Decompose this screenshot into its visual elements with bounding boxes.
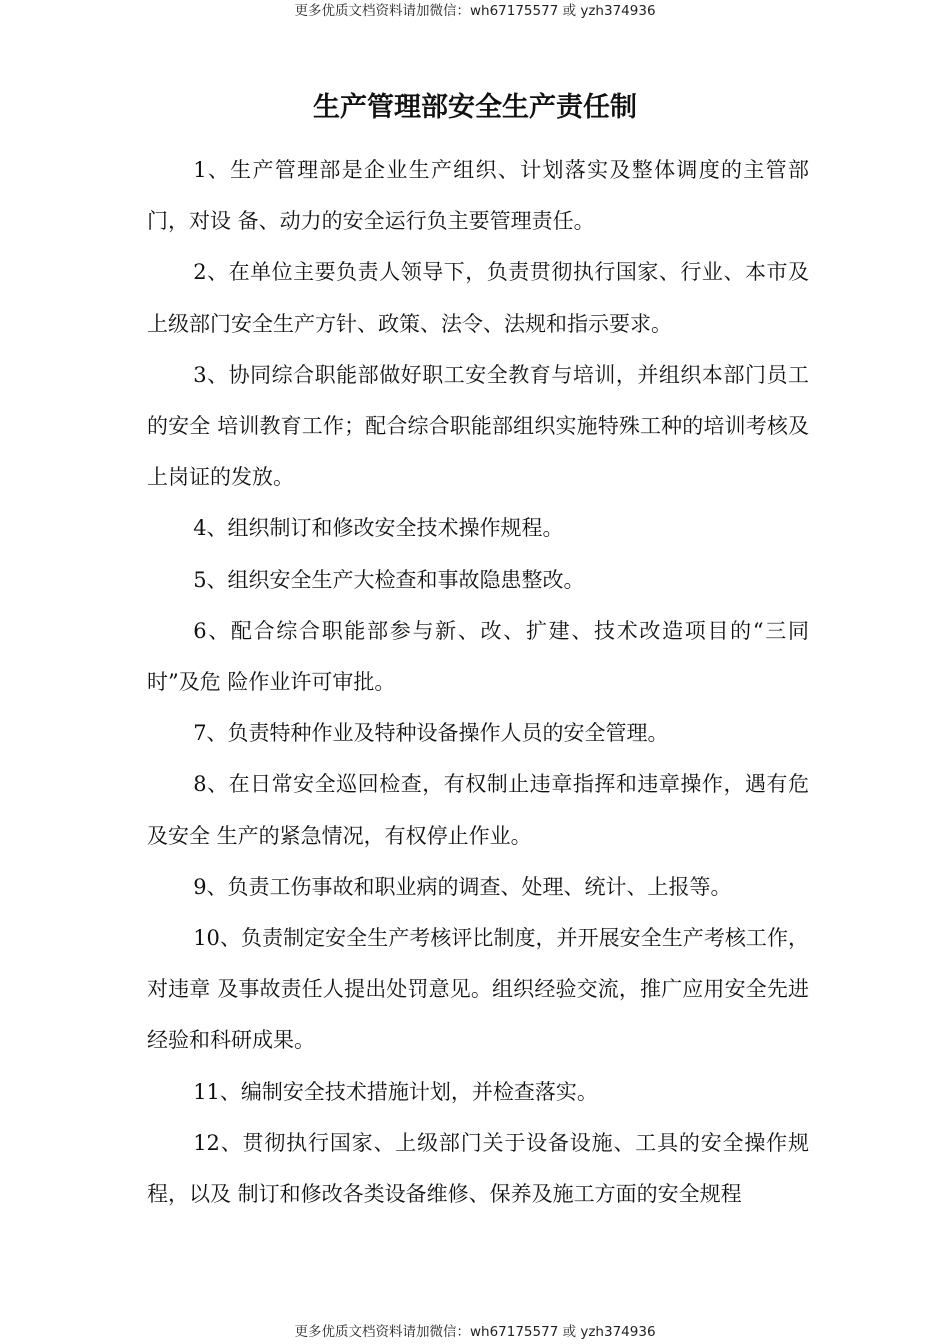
clause-11: 11、编制安全技术措施计划，并检查落实。 (193, 1079, 598, 1104)
clause-8: 8、在日常安全巡回检查，有权制止违章指挥和违章操作，遇有危及安全 生产的紧急情况，有权停止作业。 (147, 772, 809, 848)
clause-3: 3、协同综合职能部做好职工安全教育与培训，并组织本部门员工的安全 培训教育工作；配合综合职能部组织实施特殊工种的培训考核及上岗证的发放。 (147, 362, 809, 490)
clause-5: 5、组织安全生产大检查和事故隐患整改。 (193, 567, 585, 592)
clause-12: 12、贯彻执行国家、上级部门关于设备设施、工具的安全操作规程，以及 制订和修改各类设备维修、保养及施工方面的安全规程 (147, 1130, 809, 1207)
clause-7: 7、负责特种作业及特种设备操作人员的安全管理。 (193, 721, 669, 746)
clause-10: 10、负责制定安全生产考核评比制度，并开展安全生产考核工作，对违章 及事故责任人提出处罚意见。组织经验交流，推广应用安全先进经验和科研成果。 (147, 926, 809, 1053)
document-body (147, 145, 809, 1220)
document-title: 生产管理部安全生产责任制 (313, 92, 637, 123)
clause-2: 2、在单位主要负责人领导下，负责贯彻执行国家、行业、本市及上级部门安全生产方针、政策、法令、法规和指示要求。 (147, 260, 809, 336)
header-contact-note: 更多优质文档资料请加微信：wh67175577 或 yzh374936 (294, 3, 656, 19)
clause-1: 1、生产管理部是企业生产组织、计划落实及整体调度的主管部门，对设 备、动力的安全运行负主要管理责任。 (147, 158, 809, 234)
clause-9: 9、负责工伤事故和职业病的调查、处理、统计、上报等。 (193, 874, 732, 899)
clause-4: 4、组织制订和修改安全技术操作规程。 (193, 516, 564, 541)
clause-6: 6、配合综合职能部参与新、改、扩建、技术改造项目的“三同时”及危 险作业许可审批。 (147, 618, 809, 695)
footer-contact-note: 更多优质文档资料请加微信：wh67175577 或 yzh374936 (294, 1324, 656, 1340)
